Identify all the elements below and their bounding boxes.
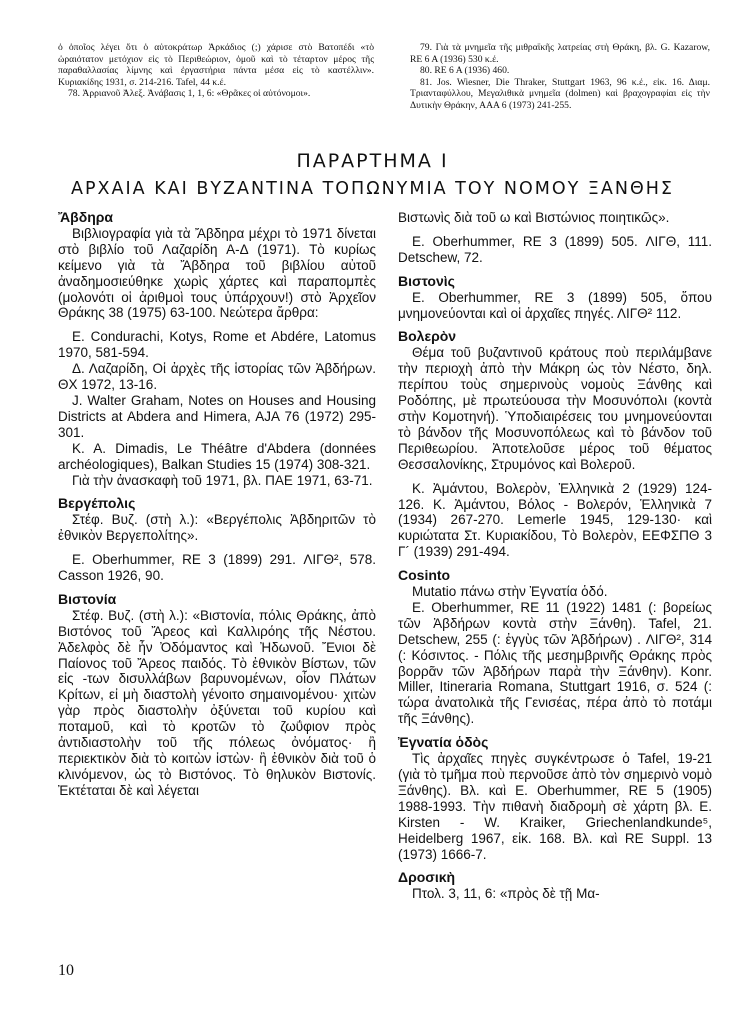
footnote-78: 78. Ἀρριανοῦ Ἀλεξ. Ἀνάβασις 1, 1, 6: «Θρᾶκες οἱ αὐτόνομοι». <box>68 88 311 100</box>
entry-text: Πτολ. 3, 11, 6: «πρὸς δὲ τῇ Μα- <box>412 886 600 902</box>
entry-heading-voleron: Βολερὸν <box>398 328 457 345</box>
footnote-80: 80. RE 6 A (1936) 460. <box>420 65 510 77</box>
entry-text: Γιὰ τὴν ἀνασκαφὴ τοῦ 1971, βλ. ΠΑΕ 1971, 63-71. <box>72 472 373 488</box>
entry-text: J. Walter Graham, Notes on Houses and Housing Districts at Abdera and Himera, AJA 76 (1972) 295-301. <box>58 392 376 440</box>
appendix-subtitle: ΑΡΧΑΙΑ ΚΑΙ ΒΥΖΑΝΤΙΝΑ ΤΟΠΩΝΥΜΙΑ ΤΟΥ ΝΟΜΟΥ ΞΑΝΘΗΣ <box>71 179 674 199</box>
appendix-title: ΠΑΡΑΡΤΗΜΑ Ι <box>296 150 449 172</box>
entry-text: Δ. Λαζαρίδη, Οἱ ἀρχὲς τῆς ἱστορίας τῶν Ἀβδήρων. ΘΧ 1972, 13-16. <box>58 361 376 393</box>
entry-heading-drosiki: Δροσικὴ <box>398 869 456 886</box>
entry-text: E. Condurachi, Kotys, Rome et Abdére, Latomus 1970, 581-594. <box>58 329 376 361</box>
entry-text: E. Oberhummer, RE 3 (1899) 505. ΛΙΓΘ, 111. Detschew, 72. <box>398 233 712 265</box>
entry-text: Βιστωνὶς διὰ τοῦ ω καὶ Βιστώνιος ποιητικῶς». <box>398 210 670 225</box>
entry-text: Κ. Ἀμάντου, Βολερὸν, Ἑλληνικὰ 2 (1929) 124-126. Κ. Ἀμάντου, Βόλος - Βολερόν, Ἑλληνικὰ 7 (1934) 267-270. Lemerle 1945, 129-130· καὶ κυριώτατα Στ. Κυριακίδου, Τὸ Βολερὸν, ΕΕΦΣΠΘ 3 Γ´ (1939) 291-494. <box>398 480 712 560</box>
entry-text: E. Oberhummer, RE 11 (1922) 1481 (: βορείως τῶν Ἀβδήρων κοντὰ στὴν Ξάνθη). Tafel, 21. Detschew, 255 (: ἐγγὺς τῶν Ἀβδήρων) . ΛΙΓΘ², 314 (: Κόσιντος. - Πόλις τῆς μεσημβρινῆς Θράκης πρὸς βορρᾶν τῶν Ἀβδήρων παρὰ τὴν Ξάνθην). Konr. Miller, Itineraria Romana, Stuttgart 1916, σ. 524 (: τώρα ἀνατολικὰ τῆς Γενισέας, πέρα ἀπὸ τὸ ποτάμι τῆς Ξάνθης). <box>398 599 712 727</box>
entry-text: E. Oberhummer, RE 3 (1899) 505, ὅπου μνημονεύονται καὶ οἱ ἀρχαῖες πηγές. ΛΙΓΘ² 112. <box>398 289 712 321</box>
entry-text: Βιβλιογραφία γιὰ τὰ Ἄβδηρα μέχρι τὸ 1971 δίνεται στὸ βιβλίο τοῦ Λαζαρίδη Α-Δ (1971). Τὸ κυρίως κείμενο γιὰ τὰ Ἄβδηρα τοῦ βιβλίου αὐτοῦ ἀναδημοσιεύθηκε χωρὶς χάρτες καὶ παραπομπὲς (μολονότι οἱ ἀριθμοὶ τους ὑπάρχουν!) στὸ Ἀρχεῖον Θράκης 38 (1975) 63-100. Νεώτερα ἄρθρα: <box>58 225 376 321</box>
entry-text: Στέφ. Βυζ. (στὴ λ.): «Βεργέπολις Ἀβδηριτῶν τὸ ἐθνικὸν Βεργεπολίτης». <box>58 512 376 544</box>
entry-heading-vistonia: Βιστονία <box>58 590 117 607</box>
entry-text: K. A. Dimadis, Le Théâtre d'Abdera (données archéologiques), Balkan Studies 15 (1974) 308-321. <box>58 440 376 472</box>
footnote-81: 81. Jos. Wiesner, Die Thraker, Stuttgart 1963, 96 κ.έ., εἰκ. 16. Διαμ. Τριανταφύλλου, Μεγαλιθικὰ μνημεῖα (dolmen) καὶ βραχογραφίαι εἰς τὴν Δυτικὴν Θράκην, ΑΑΑ 6 (1973) 241-255. <box>410 76 710 111</box>
left-column <box>58 210 376 799</box>
footnote-text: ὁ ὁποῖος λέγει ὅτι ὁ αὐτοκράτωρ Ἀρκάδιος (;) χάρισε στὸ Βατοπέδι «τὸ ὡραιότατον μετόχιον εἰς τὸ Περιθεώριον, ὁμοῦ καὶ τὸ τέταρτον μέρος τῆς παραθαλλασίας λίμνης καὶ ἐργαστήρια πάντα μέσα εἰς τὸ καστέλλιν». Κυριακίδης 1931, σ. 214-216. Tafel, 44 κ.έ. <box>58 42 374 88</box>
entry-heading-egnatia: Ἐγνατία ὁδὸς <box>398 734 489 751</box>
footnote-79: 79. Γιὰ τὰ μνημεῖα τῆς μιθραϊκῆς λατρείας στὴ Θράκη, βλ. G. Kazarow, RE 6 A (1936) 530 κ.έ. <box>410 42 710 65</box>
page-number: 10 <box>58 962 74 979</box>
entry-text: Στέφ. Βυζ. (στὴ λ.): «Βιστονία, πόλις Θράκης, ἀπὸ Βιστόνος τοῦ Ἄρεος καὶ Καλλιρόης τῆς Νέστου. Ἀδελφὸς δὲ ἦν Ὀδόμαντος καὶ Ἠδωνοῦ. Ἔνιοι δὲ Παίονος τοῦ Ἄρεος παιδός. Τὸ ἐθνικὸν Βίστων, τῶν εἰς -των δισυλλάβων βαρυνομένων, οἷον Πλάτων Κρίτων, εἰ μὴ διαστολὴ γένοιτο σημαινομένου· χιτὼν γὰρ πρὸς διαστολὴν ὀξύνεται τοῦ κυρίου καὶ ποταμοῦ, καὶ τὸ κροτῶν τὸ ζωΰφιον πρὸς ἀντιδιαστολὴν τοῦ τῆς πόλεως ὀνόματος· ἢ περιεκτικὸν διὰ τὸ κοιτὼν ἱστὼν· ἢ ἐθνικὸν διὰ τοῦ ὁ κλινόμενον, ὡς τὸ Βιστόνος. Τὸ θηλυκὸν Βιστονίς. Ἐκτέταται δὲ καὶ λέγεται <box>58 607 376 798</box>
entry-heading-cosinto: Cosinto <box>398 567 451 584</box>
entry-text: Mutatio πάνω στὴν Ἐγνατία ὁδό. <box>412 584 608 600</box>
footnotes-right <box>410 42 710 112</box>
footnotes-left <box>58 42 374 100</box>
entry-text: E. Oberhummer, RE 3 (1899) 291. ΛΙΓΘ², 578. Casson 1926, 90. <box>58 552 376 584</box>
entry-heading-vergepolis: Βεργέπολις <box>58 495 136 512</box>
entry-heading-vistonis: Βιστονὶς <box>398 272 455 289</box>
entry-heading-abdera: Ἄβδηρα <box>58 209 114 225</box>
entry-text: Θέμα τοῦ βυζαντινοῦ κράτους ποὺ περιλάμβανε τὴν περιοχὴ ἀπὸ τὴν Μάκρη ὡς τὸν Νέστο, δηλ. περίπου τοὺς σημερινοὺς νομοὺς Ξάνθης καὶ Ροδόπης, μὲ πρωτεύουσα τὴν Μοσυνόπολι (κοντὰ στὴν Κομοτηνή). Ὑποδιαιρέσεις του μνημονεύονται τὸ βάνδον τῆς Μοσυνοπόλεως καὶ τὸ βάνδον τοῦ Περιθεωρίου. Ἀποτελοῦσε μέρος τοῦ θέματος Θεσσαλονίκης, Στρυμόνος καὶ Βολεροῦ. <box>398 345 712 472</box>
entry-text: Τὶς ἀρχαῖες πηγὲς συγκέντρωσε ὁ Tafel, 19-21 (γιὰ τὸ τμῆμα ποὺ περνοῦσε ἀπὸ τὸν σημερινὸ νομὸ Ξάνθης). Βλ. καὶ E. Oberhummer, RE 5 (1905) 1988-1993. Τὴν πιθανὴ διαδρομὴ σὲ χάρτη βλ. E. Kirsten - W. Kraiker, Griechenlandkunde⁵, Heidelberg 1967, εἰκ. 168. Βλ. καὶ RE Suppl. 13 (1973) 1666-7. <box>398 751 712 862</box>
right-column <box>398 210 712 902</box>
